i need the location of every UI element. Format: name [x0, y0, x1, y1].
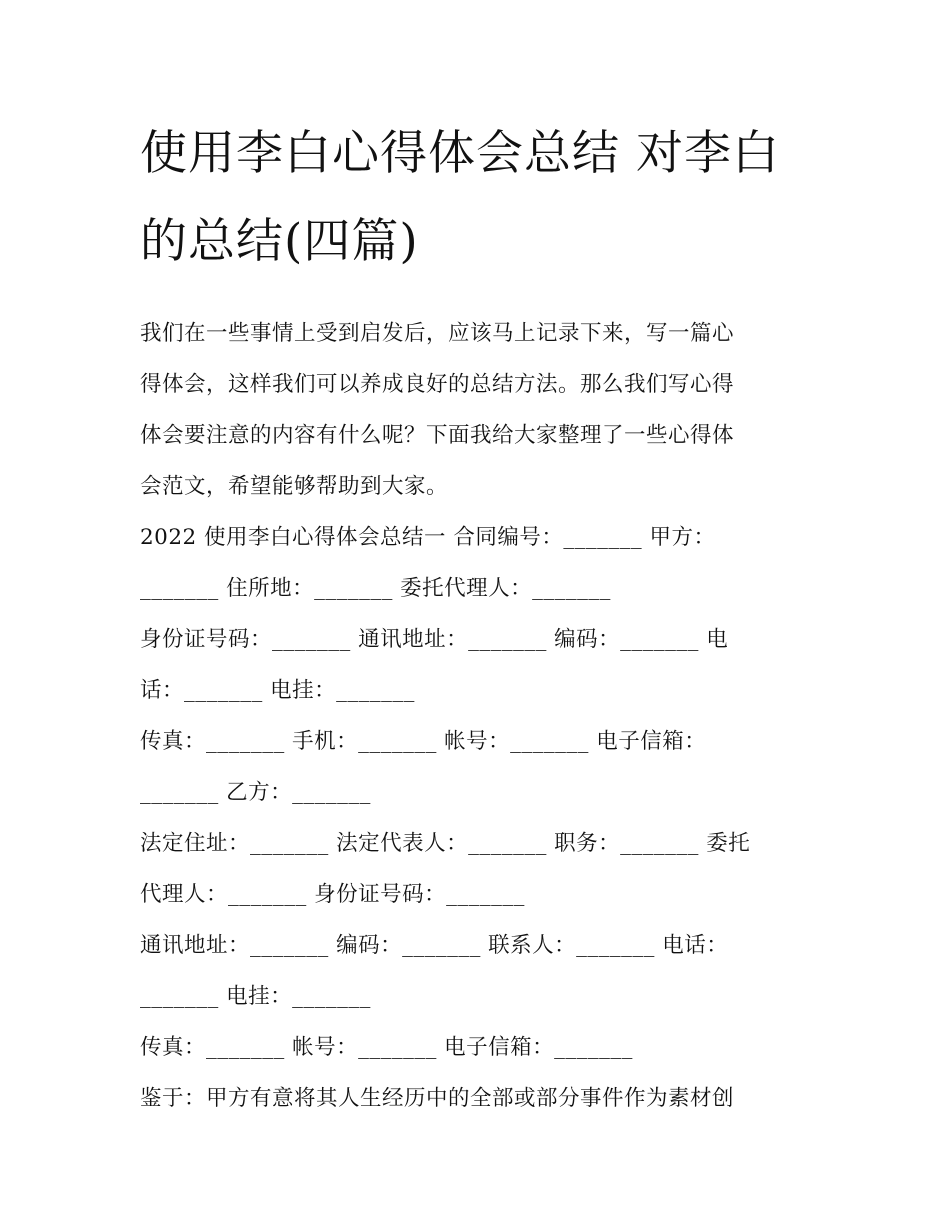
- title-line: 使用李白心得体会总结 对李白: [140, 126, 780, 181]
- intro-line: 会范文，希望能够帮助到大家。: [140, 474, 449, 499]
- document-page: [140, 110, 820, 1124]
- body-line: 通讯地址：_______ 编码：_______ 联系人：_______ 电话：: [140, 933, 729, 958]
- intro-line: 我们在一些事情上受到启发后，应该马上记录下来，写一篇心: [140, 321, 735, 346]
- body-line: 话：_______ 电挂：_______: [140, 678, 415, 703]
- body-line: 传真：_______ 帐号：_______ 电子信箱：_______: [140, 1035, 633, 1060]
- contract-body: [140, 512, 820, 1124]
- body-line: _______ 电挂：_______: [140, 984, 371, 1009]
- body-line: 法定住址：_______ 法定代表人：_______ 职务：_______ 委托: [140, 831, 751, 856]
- body-line: 2022 使用李白心得体会总结一 合同编号：_______ 甲方：: [140, 525, 716, 550]
- intro-line: 得体会，这样我们可以养成良好的总结方法。那么我们写心得: [140, 372, 735, 397]
- body-line: 代理人：_______ 身份证号码：_______: [140, 882, 525, 907]
- body-line: 身份证号码：_______ 通讯地址：_______ 编码：_______ 电: [140, 627, 729, 652]
- document-title: [140, 110, 820, 286]
- body-line: 传真：_______ 手机：_______ 帐号：_______ 电子信箱：: [140, 729, 707, 754]
- intro-paragraph: [140, 308, 820, 512]
- body-line: 鉴于：甲方有意将其人生经历中的全部或部分事件作为素材创: [140, 1086, 735, 1111]
- body-line: _______ 住所地：_______ 委托代理人：_______: [140, 576, 611, 601]
- title-line: 的总结(四篇): [140, 214, 419, 269]
- body-line: _______ 乙方：_______: [140, 780, 371, 805]
- intro-line: 体会要注意的内容有什么呢？下面我给大家整理了一些心得体: [140, 423, 735, 448]
